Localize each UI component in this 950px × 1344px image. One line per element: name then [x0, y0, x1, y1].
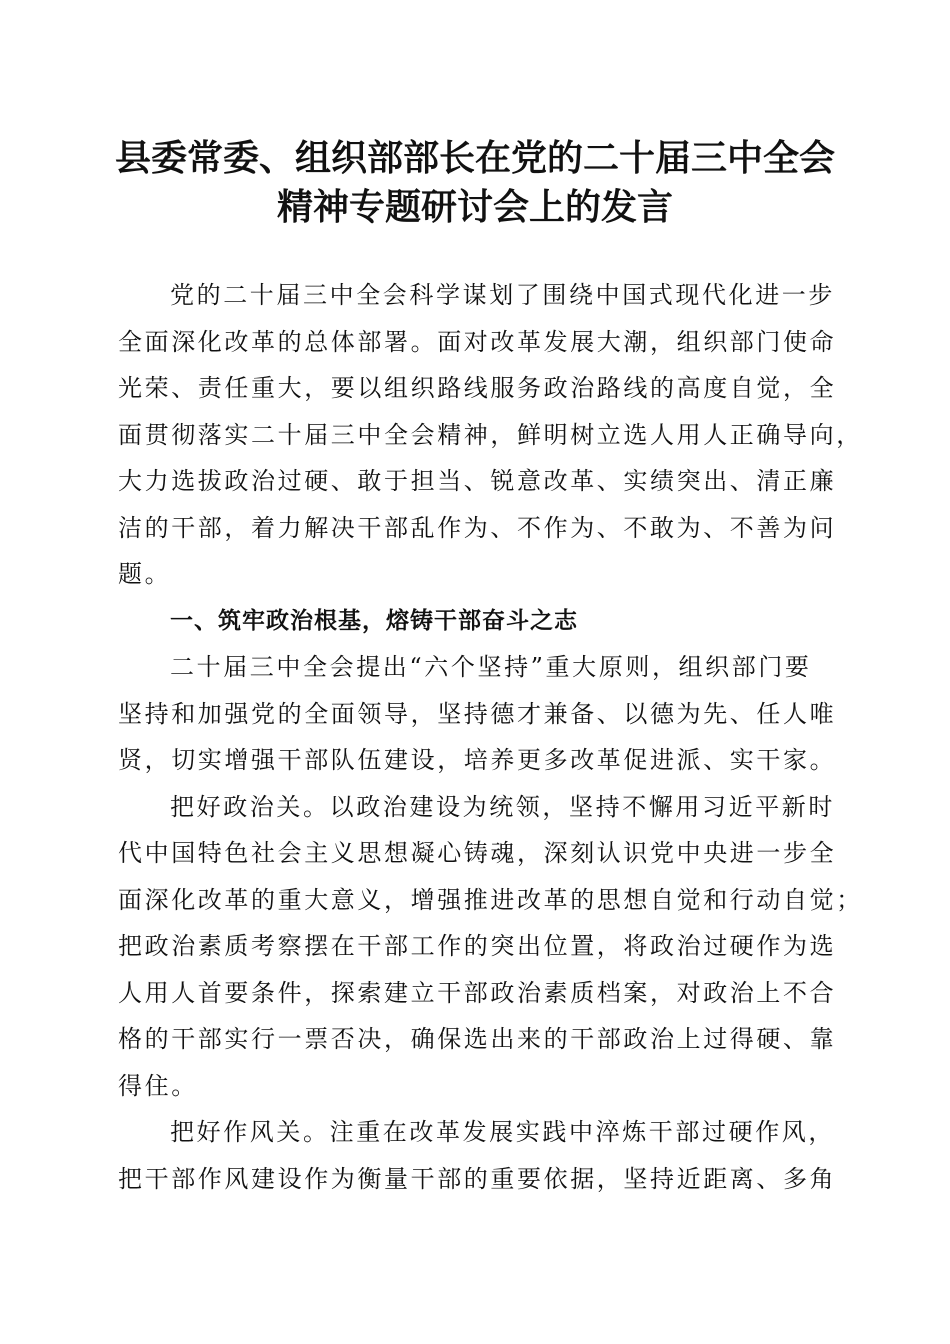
text-line: 面贯彻落实二十届三中全会精神，鲜明树立选人用人正确导向，: [118, 420, 863, 449]
document-title: [100, 134, 850, 232]
paragraph-1: [118, 272, 863, 598]
text-line: 全面深化改革的总体部署。面对改革发展大潮，组织部门使命: [118, 327, 837, 356]
text-line: 把好作风关。注重在改革发展实践中淬炼干部过硬作风，: [170, 1118, 835, 1146]
paragraph-4: [118, 1109, 837, 1202]
text-line: 人用人首要条件，探索建立干部政治素质档案，对政治上不合: [118, 978, 837, 1007]
text-line: 把好政治关。以政治建设为统领，坚持不懈用习近平新时: [170, 792, 835, 821]
text-line: 党的二十届三中全会科学谋划了围绕中国式现代化进一步: [170, 281, 835, 309]
title-line-2: 精神专题研讨会上的发言: [276, 186, 673, 228]
document-body: [118, 272, 863, 1202]
text-line: 格的干部实行一票否决，确保选出来的干部政治上过得硬、靠: [118, 1025, 837, 1053]
paragraph-2: [118, 644, 837, 784]
text-line: 光荣、责任重大，要以组织路线服务政治路线的高度自觉，全: [118, 374, 837, 402]
text-line: 洁的干部，着力解决干部乱作为、不作为、不敢为、不善为问: [118, 513, 837, 542]
text-line: 坚持和加强党的全面领导，坚持德才兼备、以德为先、任人唯: [118, 699, 837, 728]
text-line: 把政治素质考察摆在干部工作的突出位置，将政治过硬作为选: [118, 932, 837, 960]
title-line-1: 县委常委、组织部部长在党的二十届三中全会: [114, 137, 835, 179]
text-line: 代中国特色社会主义思想凝心铸魂，深刻认识党中央进一步全: [118, 839, 837, 867]
text-line: 面深化改革的重大意义，增强推进改革的思想自觉和行动自觉；: [118, 885, 863, 914]
text-line: 把干部作风建设作为衡量干部的重要依据，坚持近距离、多角: [118, 1164, 837, 1193]
text-line: 贤，切实增强干部队伍建设，培养更多改革促进派、实干家。: [118, 746, 837, 774]
paragraph-3: [118, 784, 863, 1110]
text-line: 得住。: [118, 1071, 198, 1100]
text-line: 大力选拔政治过硬、敢于担当、锐意改革、实绩突出、清正廉: [118, 467, 837, 495]
text-line: 二十届三中全会提出“六个坚持”重大原则，组织部门要: [170, 653, 812, 681]
text-line: 题。: [118, 560, 172, 588]
section-heading: 一、筑牢政治根基，熔铸干部奋斗之志: [170, 607, 578, 634]
